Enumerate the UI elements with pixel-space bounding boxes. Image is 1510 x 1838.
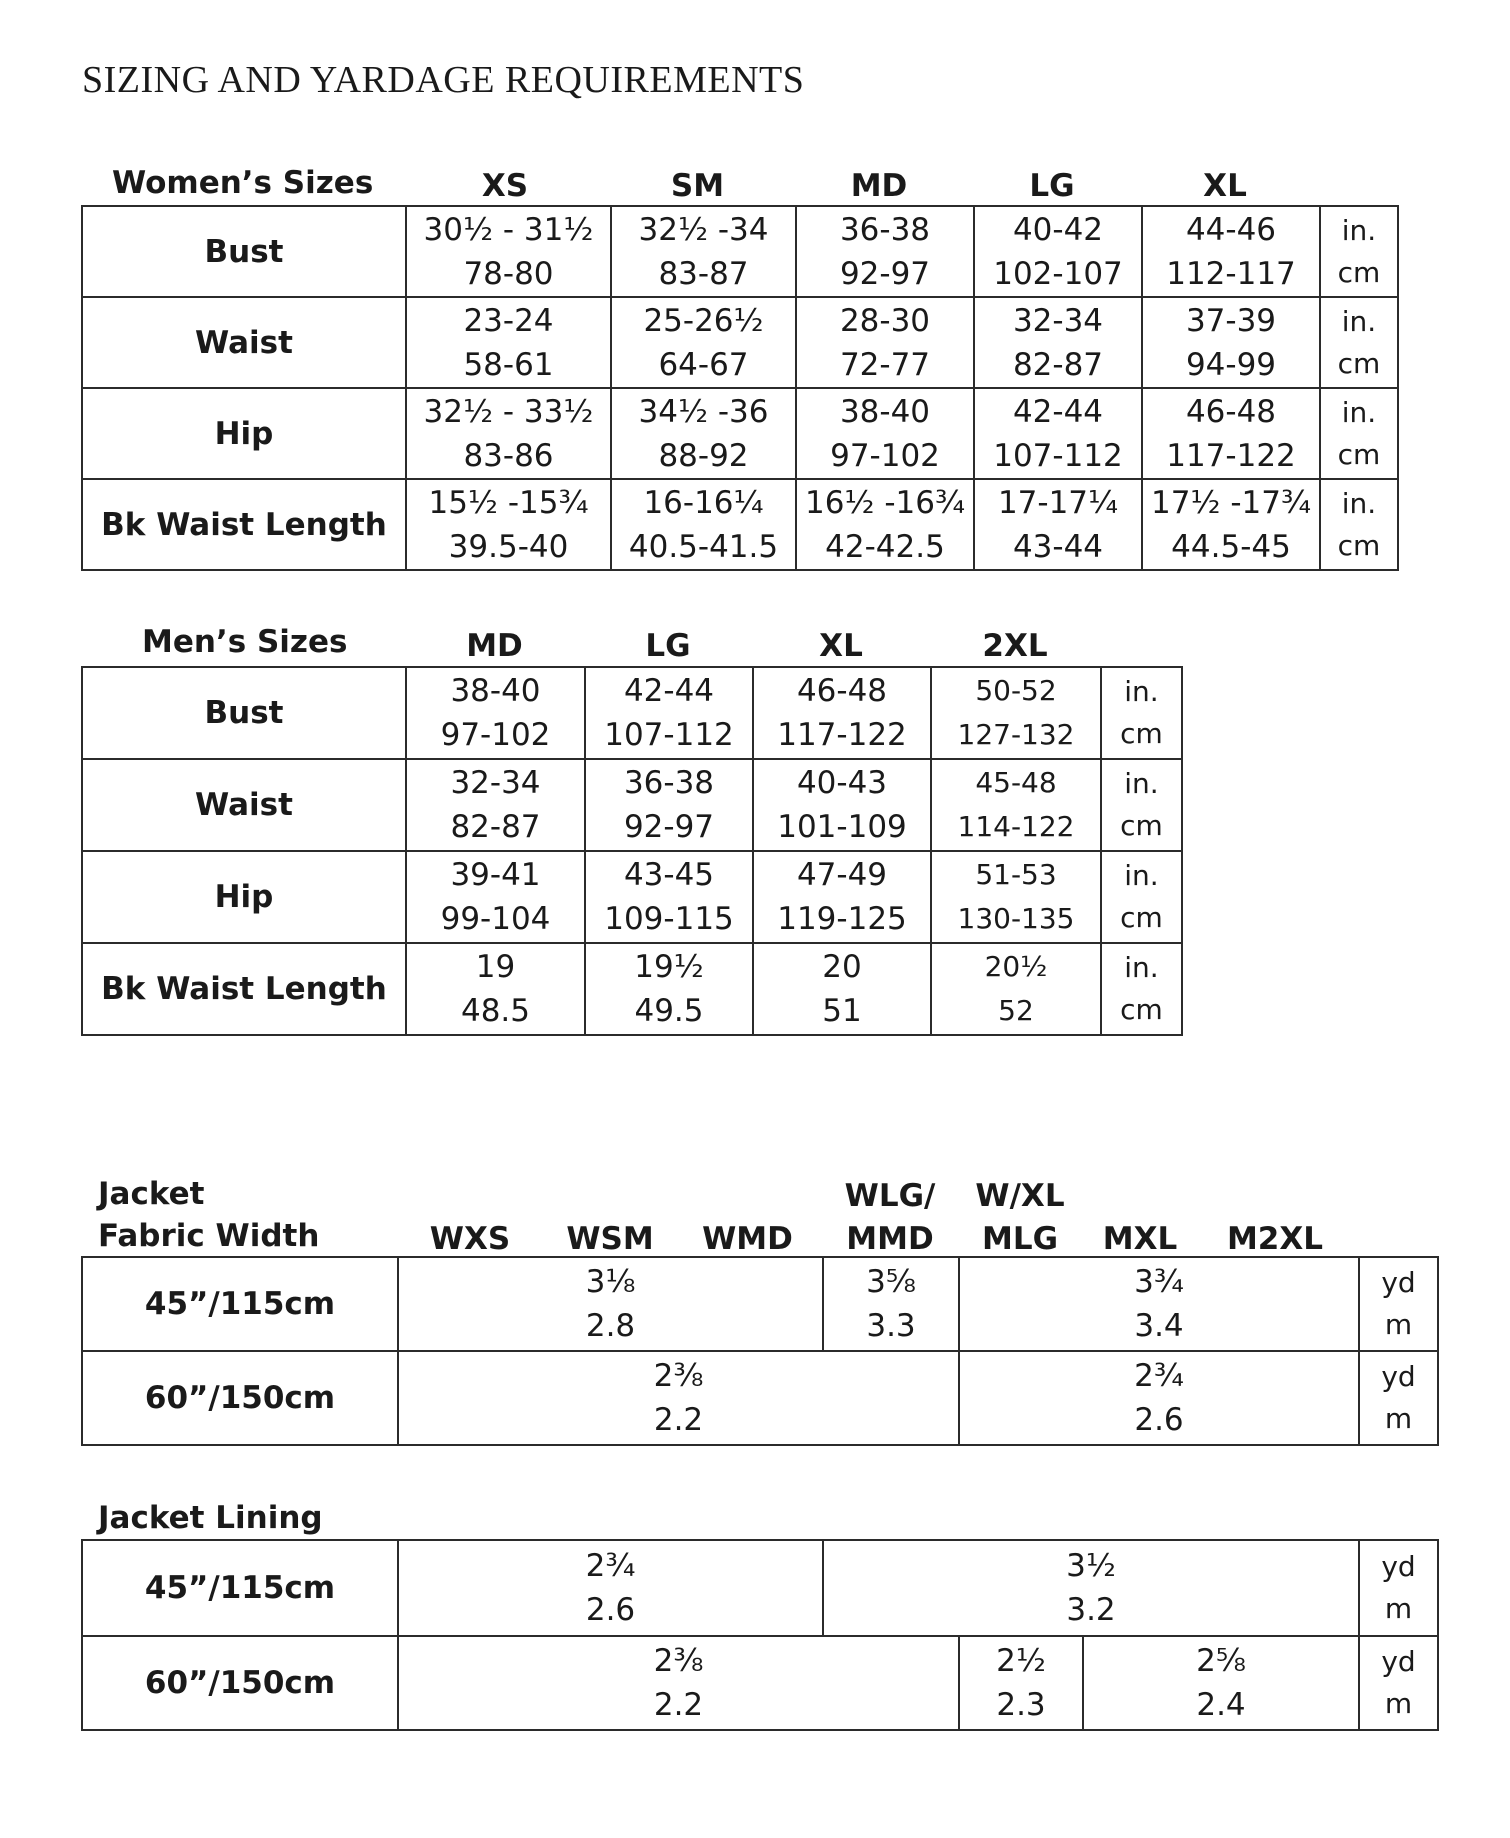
table-cell: 32½ - 33½ 83-86 <box>406 388 611 479</box>
table-row <box>82 479 1398 570</box>
row-label-bk-waist-length: Bk Waist Length <box>82 943 406 1035</box>
unit-cell: yd m <box>1359 1636 1438 1730</box>
womens-size-lg: LG <box>1029 168 1075 204</box>
row-label-hip: Hip <box>82 851 406 943</box>
jacket-col-wlg: WLG/ <box>844 1178 936 1214</box>
row-label-bust: Bust <box>82 667 406 759</box>
unit-cell: in. cm <box>1320 479 1398 570</box>
mens-size-table <box>81 666 1183 1036</box>
table-cell: 32-34 82-87 <box>406 759 585 851</box>
mens-size-md: MD <box>466 628 523 664</box>
table-cell: 46-48 117-122 <box>1142 388 1320 479</box>
row-label-60in: 60”/150cm <box>82 1351 398 1445</box>
jacket-yardage-table <box>81 1256 1439 1446</box>
table-cell: 15½ -15¾ 39.5-40 <box>406 479 611 570</box>
table-cell: 19½ 49.5 <box>585 943 753 1035</box>
row-label-hip: Hip <box>82 388 406 479</box>
table-cell: 3½ 3.2 <box>823 1540 1359 1636</box>
row-label-45in: 45”/115cm <box>82 1257 398 1351</box>
table-cell: 23-24 58-61 <box>406 297 611 388</box>
unit-cell: in. cm <box>1320 297 1398 388</box>
womens-size-sm: SM <box>670 168 725 204</box>
row-label-bk-waist-length: Bk Waist Length <box>82 479 406 570</box>
table-cell: 44-46 112-117 <box>1142 206 1320 297</box>
table-cell: 2⅝ 2.4 <box>1083 1636 1359 1730</box>
table-cell: 50-52 127-132 <box>931 667 1101 759</box>
table-cell: 37-39 94-99 <box>1142 297 1320 388</box>
table-cell: 28-30 72-77 <box>796 297 974 388</box>
table-cell: 19 48.5 <box>406 943 585 1035</box>
jacket-col-mlg: MLG <box>981 1221 1059 1257</box>
table-cell: 3⅛ 2.8 <box>398 1257 823 1351</box>
table-row <box>82 1636 1438 1730</box>
unit-cell: in. cm <box>1320 206 1398 297</box>
womens-size-md: MD <box>850 168 908 204</box>
table-cell: 2½ 2.3 <box>959 1636 1083 1730</box>
page-title: SIZING AND YARDAGE REQUIREMENTS <box>82 59 805 101</box>
unit-cell: yd m <box>1359 1257 1438 1351</box>
unit-cell: in. cm <box>1101 851 1182 943</box>
table-cell: 32-34 82-87 <box>974 297 1142 388</box>
mens-size-2xl: 2XL <box>982 628 1048 664</box>
table-cell: 2⅜ 2.2 <box>398 1636 959 1730</box>
jacket-col-wxs: WXS <box>429 1221 511 1257</box>
jacket-col-mxl: MXL <box>1102 1221 1178 1257</box>
lining-yardage-table <box>81 1539 1439 1731</box>
unit-cell: in. cm <box>1101 667 1182 759</box>
table-row <box>82 388 1398 479</box>
table-row <box>82 206 1398 297</box>
row-label-waist: Waist <box>82 759 406 851</box>
table-cell: 36-38 92-97 <box>585 759 753 851</box>
mens-size-lg: LG <box>645 628 691 664</box>
table-cell: 30½ - 31½ 78-80 <box>406 206 611 297</box>
jacket-heading: Jacket <box>98 1176 205 1212</box>
table-row <box>82 667 1182 759</box>
unit-cell: in. cm <box>1320 388 1398 479</box>
table-cell: 2¾ 2.6 <box>398 1540 823 1636</box>
jacket-col-wxl: W/XL <box>975 1178 1065 1214</box>
jacket-col-wmd: WMD <box>702 1221 793 1257</box>
table-cell: 2¾ 2.6 <box>959 1351 1359 1445</box>
fabric-width-heading: Fabric Width <box>98 1218 320 1254</box>
row-label-waist: Waist <box>82 297 406 388</box>
table-cell: 45-48 114-122 <box>931 759 1101 851</box>
table-row <box>82 943 1182 1035</box>
table-cell: 16-16¼ 40.5-41.5 <box>611 479 796 570</box>
table-cell: 40-42 102-107 <box>974 206 1142 297</box>
table-cell: 40-43 101-109 <box>753 759 931 851</box>
table-cell: 36-38 92-97 <box>796 206 974 297</box>
table-row <box>82 759 1182 851</box>
mens-heading: Men’s Sizes <box>142 624 348 660</box>
table-cell: 20 51 <box>753 943 931 1035</box>
table-row <box>82 851 1182 943</box>
table-cell: 34½ -36 88-92 <box>611 388 796 479</box>
row-label-60in: 60”/150cm <box>82 1636 398 1730</box>
jacket-lining-heading: Jacket Lining <box>98 1500 323 1536</box>
row-label-bust: Bust <box>82 206 406 297</box>
jacket-col-mmd: MMD <box>846 1221 934 1257</box>
table-cell: 25-26½ 64-67 <box>611 297 796 388</box>
table-cell: 42-44 107-112 <box>585 667 753 759</box>
table-cell: 38-40 97-102 <box>796 388 974 479</box>
table-cell: 51-53 130-135 <box>931 851 1101 943</box>
table-row <box>82 1540 1438 1636</box>
table-row <box>82 297 1398 388</box>
table-cell: 47-49 119-125 <box>753 851 931 943</box>
row-label-45in: 45”/115cm <box>82 1540 398 1636</box>
table-cell: 17-17¼ 43-44 <box>974 479 1142 570</box>
table-cell: 43-45 109-115 <box>585 851 753 943</box>
unit-cell: in. cm <box>1101 759 1182 851</box>
table-cell: 16½ -16¾ 42-42.5 <box>796 479 974 570</box>
table-cell: 2⅜ 2.2 <box>398 1351 959 1445</box>
table-row <box>82 1351 1438 1445</box>
unit-cell: yd m <box>1359 1540 1438 1636</box>
womens-heading: Women’s Sizes <box>112 165 374 201</box>
table-cell: 38-40 97-102 <box>406 667 585 759</box>
unit-cell: in. cm <box>1101 943 1182 1035</box>
womens-size-table <box>81 205 1399 571</box>
table-cell: 3¾ 3.4 <box>959 1257 1359 1351</box>
jacket-col-m2xl: M2XL <box>1226 1221 1324 1257</box>
mens-size-xl: XL <box>819 628 863 664</box>
table-cell: 42-44 107-112 <box>974 388 1142 479</box>
table-cell: 3⅝ 3.3 <box>823 1257 959 1351</box>
table-row <box>82 1257 1438 1351</box>
table-cell: 39-41 99-104 <box>406 851 585 943</box>
womens-size-xs: XS <box>481 168 529 204</box>
womens-size-xl: XL <box>1203 168 1247 204</box>
unit-cell: yd m <box>1359 1351 1438 1445</box>
table-cell: 32½ -34 83-87 <box>611 206 796 297</box>
table-cell: 46-48 117-122 <box>753 667 931 759</box>
table-cell: 20½ 52 <box>931 943 1101 1035</box>
jacket-col-wsm: WSM <box>566 1221 654 1257</box>
table-cell: 17½ -17¾ 44.5-45 <box>1142 479 1320 570</box>
